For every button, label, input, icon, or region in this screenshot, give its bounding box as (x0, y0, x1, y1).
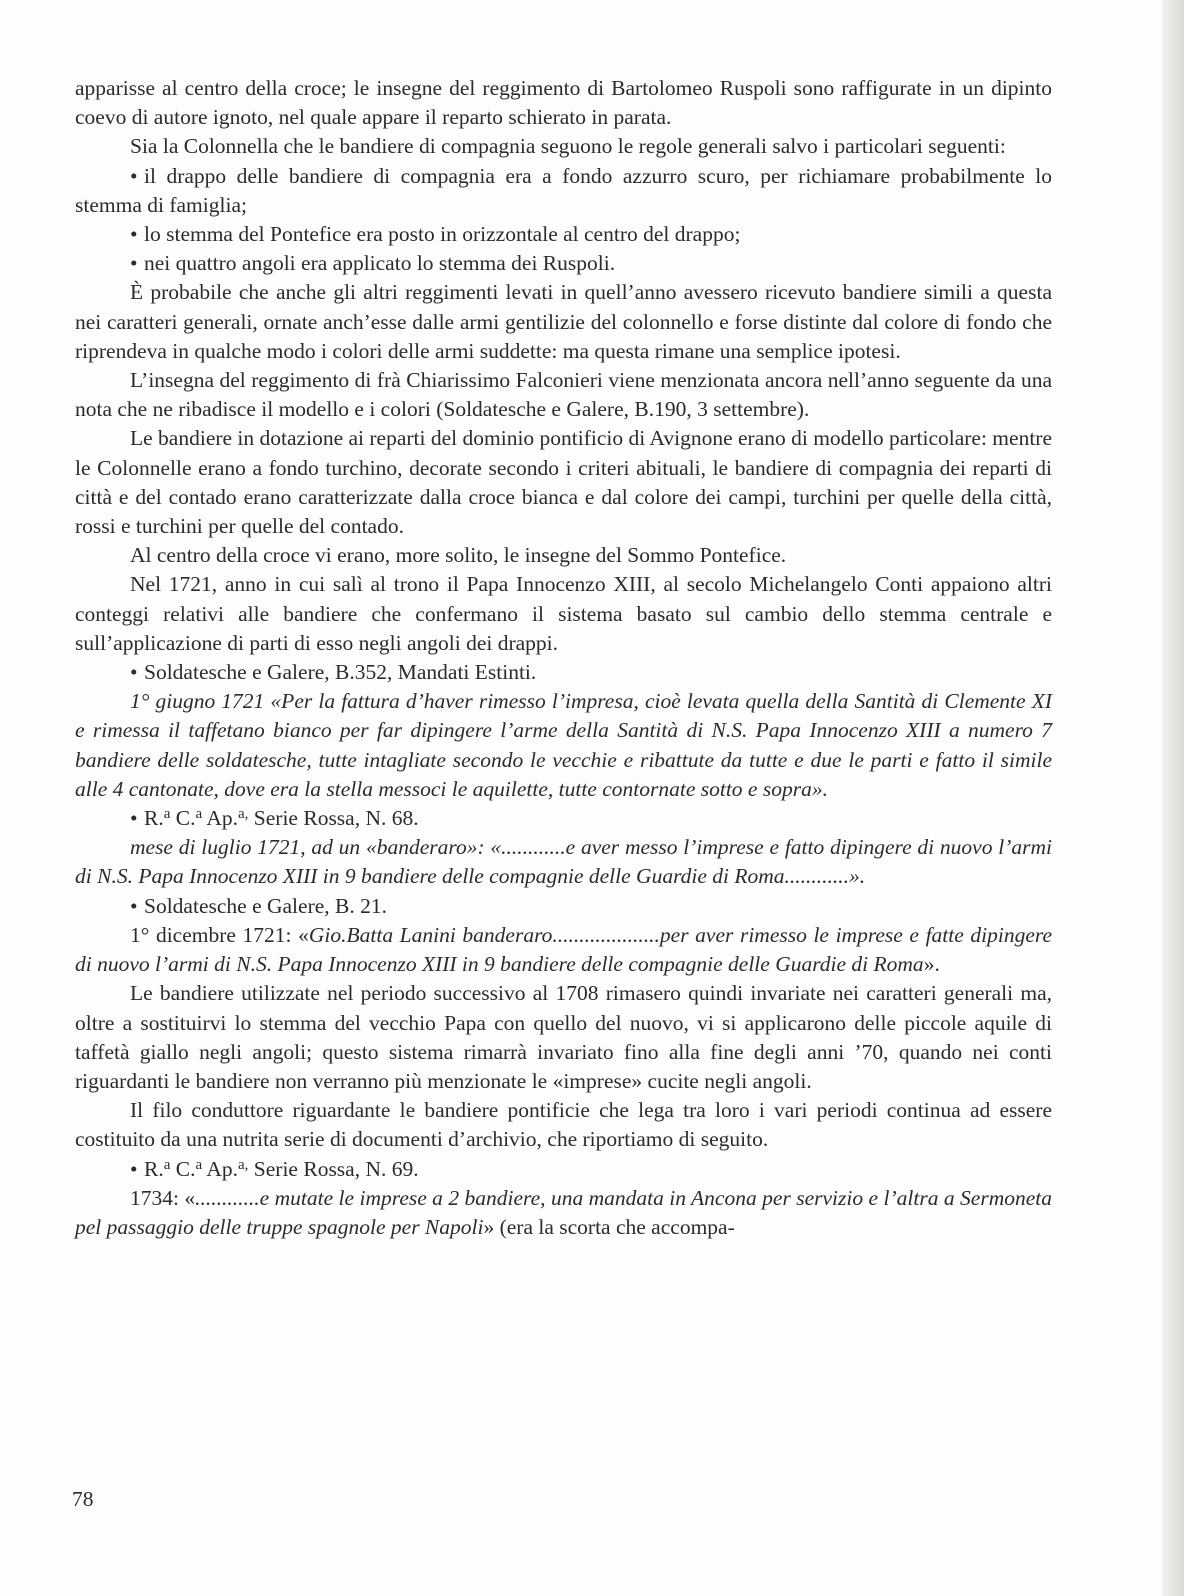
paragraph: Il filo conduttore riguardante le bandiere pontificie che lega tra loro i vari periodi continua ad essere costituito da una nutrita serie di documenti d’archivio, che riportiamo di seguito. (75, 1098, 1052, 1152)
source-reference: • Soldatesche e Galere, B.352, Mandati Estinti. (75, 658, 1052, 687)
bullet-icon: • (130, 806, 138, 831)
bullet-icon: • (130, 222, 138, 247)
source-reference: • R.$^a$ C.$^a$ Ap.$^{a,}$ Serie Rossa, N. 68. (75, 804, 1052, 833)
paragraph: Al centro della croce vi erano, more solito, le insegne del Sommo Pontefice. (130, 543, 787, 568)
source-reference: • Soldatesche e Galere, B. 21. (75, 892, 1052, 921)
paragraph: Le bandiere utilizzate nel periodo successivo al 1708 rimasero quindi invariate nei caratteri generali ma, oltre a sostituirvi lo stemma del vecchio Papa con quello del nuovo, vi si applicarono delle piccole aquile di taffetà giallo negli angoli; questo sistema rimarrà invariato fino alla fine degli anni ’70, quando nei conti riguardanti le bandiere non verranno più menzionate le «imprese» cucite negli angoli. (75, 981, 1052, 1093)
bullet-icon: • (130, 660, 138, 685)
paragraph: Nel 1721, anno in cui salì al trono il Papa Innocenzo XIII, al secolo Michelangelo Conti appaiono altri conteggi relativi alle bandiere che confermano il sistema basato sul cambio dello stemma centrale e sull’applicazione di parti di esso negli angoli dei drappi. (75, 572, 1052, 655)
paragraph: È probabile che anche gli altri reggimenti levati in quell’anno avessero ricevuto bandiere simili a questa nei caratteri generali, ornate anch’esse dalle armi gentilizie del colonnello e forse distinte dal colore di fondo che riprendeva in qualche modo i colori delle armi suddette: ma questa rimane una semplice ipotesi. (75, 280, 1052, 363)
bullet-icon: • (130, 893, 138, 918)
paragraph: apparisse al centro della croce; le insegne del reggimento di Bartolomeo Ruspoli sono raffigurate in un dipinto coevo di autore ignoto, nel quale appare il reparto schierato in parata. (75, 76, 1052, 130)
archival-quote: 1° dicembre 1721: «Gio.Batta Lanini banderaro....................per aver rimesso le imprese e fatte dipingere di nuovo l’armi di N.S. Papa Innocenzo XIII in 9 bandiere delle compagnie delle Guardie di Roma». (75, 922, 1052, 977)
bullet-item: • lo stemma del Pontefice era posto in orizzontale al centro del drappo; (75, 220, 1052, 249)
archival-quote: 1° giugno 1721 «Per la fattura d’haver rimesso l’impresa, cioè levata quella della Santità di Clemente XI e rimessa il taffetano bianco per far dipingere l’arme della Santità di N.S. Papa Innocenzo XIII a numero 7 bandiere delle soldatesche, tutte intagliate secondo le vecchie e ribattute da tutte e due le parti e fatto il simile alle 4 cantonate, dove era la stella messoci le aquilette, tutte contornate sotto e sopra». (75, 689, 1052, 801)
bullet-item: • il drappo delle bandiere di compagnia era a fondo azzurro scuro, per richiamare probabilmente lo stemma di famiglia; (75, 163, 1052, 217)
paragraph: L’insegna del reggimento di frà Chiarissimo Falconieri viene menzionata ancora nell’anno seguente da una nota che ne ribadisce il modello e i colori (Soldatesche e Galere, B.190, 3 settembre). (75, 368, 1052, 422)
bullet-icon: • (130, 1156, 138, 1181)
page-body (75, 74, 1052, 1242)
archival-quote: mese di luglio 1721, ad un «banderaro»: «............e aver messo l’imprese e fatto dipingere di nuovo l’armi di N.S. Papa Innocenzo XIII in 9 bandiere delle compagnie delle Guardie di Roma............». (75, 835, 1052, 889)
page-edge-shadow (1162, 0, 1184, 1596)
bullet-item: • nei quattro angoli era applicato lo stemma dei Ruspoli. (75, 249, 1052, 278)
source-reference: • R.$^a$ C.$^a$ Ap.$^{a,}$ Serie Rossa, N. 69. (75, 1155, 1052, 1184)
bullet-icon: • (130, 163, 138, 188)
page-number: 78 (72, 1487, 94, 1511)
paragraph: Sia la Colonnella che le bandiere di compagnia seguono le regole generali salvo i particolari seguenti: (130, 134, 1006, 159)
paragraph: Le bandiere in dotazione ai reparti del dominio pontificio di Avignone erano di modello particolare: mentre le Colonnelle erano a fondo turchino, decorate secondo i criteri abituali, le bandiere di compagnia dei reparti di città e del contado erano caratterizzate dalla croce bianca e dal colore dei campi, turchini per quelle della città, rossi e turchini per quelle del contado. (75, 426, 1053, 539)
bullet-icon: • (130, 251, 138, 276)
archival-quote: 1734: «............e mutate le imprese a 2 bandiere, una mandata in Ancona per servizio e l’altra a Sermoneta pel passaggio delle truppe spagnole per Napoli» (era la scorta che accompa- (75, 1185, 1052, 1239)
